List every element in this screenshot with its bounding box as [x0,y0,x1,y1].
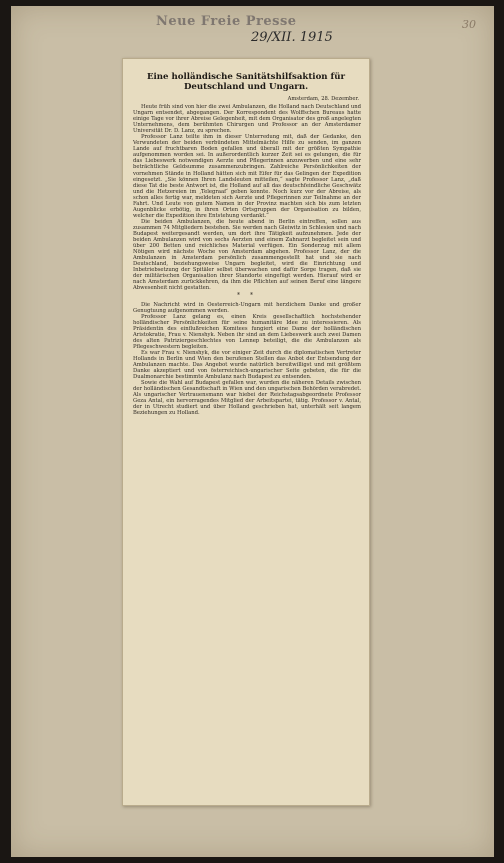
article-headline: Eine holländische Sanitätshilfsaktion für Deutschland und Ungarn. [146,72,346,92]
archive-sheet [11,6,494,857]
article-paragraph: Es war Frau v. Nienshyk, die vor einiger Zeit durch die diplomatischen Vertreter Hollands in Berlin und Wien den berufenen Stellen das Anbot der Entsendung der Ambulanzen machte. Das Angebot wurde natürlich bereitwilligst und mit größtem Danke akzeptiert und von österreichisch-ungarischer Seite gebeten, die für die Dualmonarchie bestimmte Ambulanz nach Budapest zu entsenden. [133,349,361,381]
article-paragraph: Die beiden Ambulanzen, die heute abend in Berlin eintreffen, sollen aus zusammen 74 Mitgliedern bestehen. Sie werden nach Gleiwitz in Schlesien und nach Budapest weitergesandt werden, um dort ihre Tätigkeit aufzunehmen. Jede der beiden Ambulanzen wird von sechs Aerzten und einem Zahnarzt begleitet sein und über 200 Betten und reichliches Material verfügen. Ein Sonderzug mit allem Nötigen wird nächste Woche von Amsterdam abgehen. Professor Lanz, der die Ambulanzen in Amsterdam persönlich zusammengestellt hat und sie nach Deutschland, beziehungsweise Ungarn begleitet, wird die Einrichtung und Inbetriebsetzung der Spitäler selbst überwachen und dafür Sorge tragen, daß sie der militärischen Organisation ihrer Standorte eingefügt werden. Hierauf wird er nach Amsterdam zurückkehren, da ihm die Pflichten auf seinen Beruf eine längere Abwesenheit nicht gestatten. [133,218,361,292]
page-number: 30 [462,18,476,31]
article-paragraph: Professor Lanz teilte ihm in dieser Unterredung mit, daß der Gedanke, den Verwundeten der beiden verbündeten Mittelmächte Hilfe zu senden, im ganzen Lande auf fruchtbaren Boden gefallen und überall mit der größten Sympathie aufgenommen worden sei. In außerordentlich kurzer Zeit sei es gelungen, die für das Liebeswerk notwendigen Aerzte und Pflegerinnen anzuwerben und eine sehr beträchtliche Geldsumme zusammenzubringen. Zahlreiche Persönlichkeiten der vornehmen Stände in Holland hätten sich mit Eifer für das Gelingen der Expedition eingesetzt. „Sie können Ihren Landsleuten mitteilen,“ sagte Professor Lanz, „daß diese Tat die beste Antwort ist, die Holland auf all das deutschfeindliche Geschwätz und die Hetzereien im ‚Telegraaf‘ geben konnte. Noch kurz vor der Abreise, als schon alles fertig war, meldeten sich Aerzte und Pflegerinnen zur Teilnahme an der Fahrt. Und Leute von gutem Namen in der Provinz machten sich bis zum letzten Augenblicke erbötig, in ihren Orten Ortsgruppen der Organisation zu bilden, welcher die Expedition ihre Entstehung verdankt.“ [133,134,361,219]
article-paragraph: Sowie die Wahl auf Budapest gefallen war, wurden die näheren Details zwischen der holländischen Gesandtschaft in Wien und den ungarischen Behörden verabredet. Als ungarischer Vertrauensmann war hiebei der Reichstagsabgeordnete Professor Geza Antal, ein hervorragendes Mitglied der Arbeitspartei, tätig. Professor v. Antal, der in Utrecht studiert und über Holland geschrieben hat, unterhält seit langem Beziehungen zu Holland. [133,380,361,417]
handwritten-date: 29/XII. 1915 [251,30,333,45]
newspaper-clipping [122,58,370,806]
article-paragraph: Professor Lanz gelang es, einen Kreis gesellschaftlich hochstehender holländischer Persönlichkeiten für seine humanitäre Idee zu interessieren. Als Präsidentin des einflußreichen Komitees fungiert eine Dame der holländischen Aristokratie, Frau v. Nienshyk. Neben ihr sind an dem Liebeswerk auch zwei Damen des alten Patriziergeschlechtes von Lennep beteiligt, die die Ambulanzen als Pflegeschwestern begleiten. [133,313,361,350]
article-body [123,104,369,416]
article-dateline: Amsterdam, 28. Dezember. [287,96,359,102]
section-divider: * * [237,292,257,300]
newspaper-masthead: Neue Freie Presse [156,14,297,29]
article-paragraph: Die Nachricht wird in Oesterreich-Ungarn mit herzlichem Danke und großer Genugtuung aufgenommen werden. [133,301,361,314]
article-paragraph: Heute früh sind von hier die zwei Ambulanzen, die Holland nach Deutschland und Ungarn entsendet, abgegangen. Der Korrespondent des Wolffschen Bureaus hatte einige Tage vor ihrer Abreise Gelegenheit, mit dem Organisator des groß angelegten Unternehmens, dem berühmten Chirurgen und Professor an der Amsterdamer Universität Dr. D. Lanz, zu sprechen. [133,104,361,135]
